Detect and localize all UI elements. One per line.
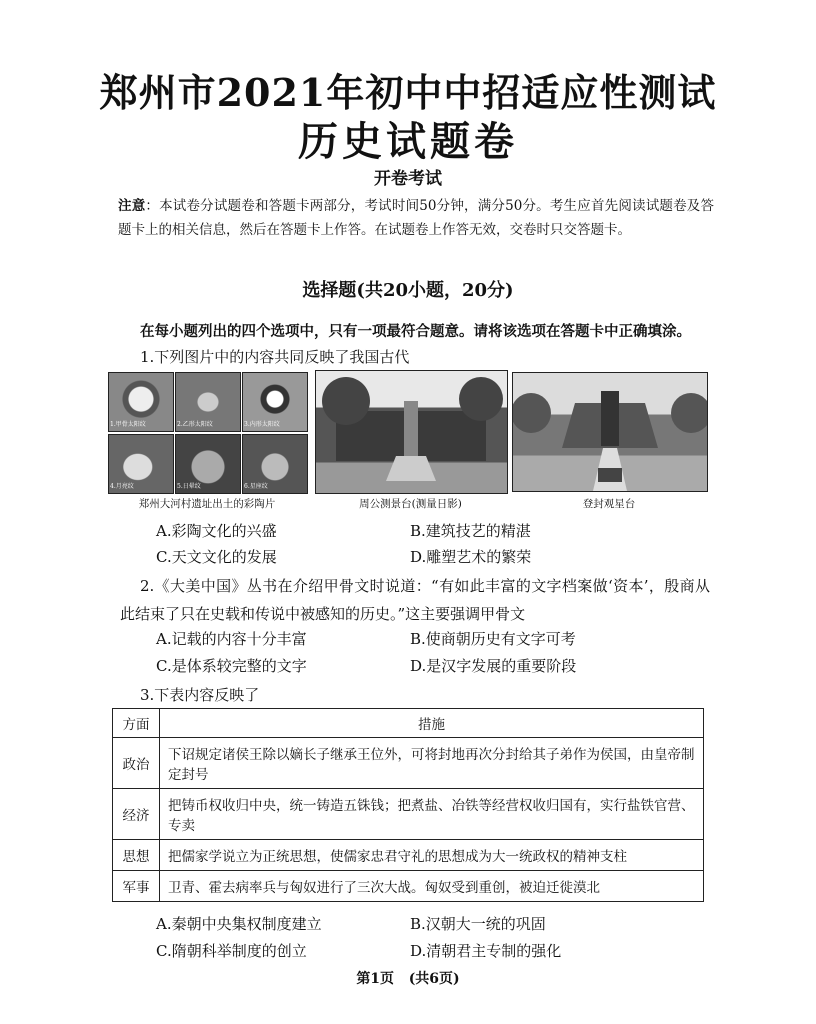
observatory-illustration bbox=[513, 373, 707, 491]
table-cell-aspect: 军事 bbox=[113, 871, 160, 902]
table-row bbox=[113, 738, 704, 789]
q1-image-pottery bbox=[108, 372, 306, 494]
q3-option-c: C.隋朝科举制度的创立 bbox=[156, 942, 307, 960]
table-row bbox=[113, 840, 704, 871]
table-cell-aspect: 经济 bbox=[113, 789, 160, 840]
q3-option-b: B.汉朝大一统的巩固 bbox=[410, 915, 546, 933]
q1-option-d: D.雕塑艺术的繁荣 bbox=[410, 548, 532, 566]
q3-option-a: A.秦朝中央集权制度建立 bbox=[156, 915, 322, 933]
notice-text: ：本试卷分试题卷和答题卡两部分，考试时间50分钟，满分50分。考生应首先阅读试题卷及答题卡上的相关信息，然后在答题卡上作答。在试题卷上作答无效，交卷时只交答题卡。 bbox=[118, 198, 714, 238]
table-row bbox=[113, 789, 704, 840]
section-title: 选择题(共20小题，20分) bbox=[302, 280, 514, 301]
exam-subject-title: 历史试题卷 bbox=[298, 118, 518, 165]
q1-caption-observatory: 登封观星台 bbox=[582, 498, 636, 510]
q2-option-a: A.记载的内容十分丰富 bbox=[156, 630, 307, 648]
q2-option-c: C.是体系较完整的文字 bbox=[156, 657, 307, 675]
q1-image-sundial-tower bbox=[315, 370, 508, 494]
notice-label: 注意 bbox=[118, 198, 146, 214]
q1-image-observatory bbox=[512, 372, 708, 492]
table-header-row bbox=[113, 709, 704, 738]
table-row bbox=[113, 871, 704, 902]
page-total: (共6页) bbox=[408, 971, 460, 987]
page-number: 第1页 bbox=[356, 971, 395, 987]
q1-option-a: A.彩陶文化的兴盛 bbox=[156, 522, 277, 540]
table-cell-measure: 卫青、霍去病率兵与匈奴进行了三次大战。匈奴受到重创，被迫迁徙漠北 bbox=[160, 871, 704, 902]
table-cell-measure: 把儒家学说立为正统思想，使儒家忠君守礼的思想成为大一统政权的精神支柱 bbox=[160, 840, 704, 871]
q2-option-b: B.使商朝历史有文字可考 bbox=[410, 630, 576, 648]
q1-option-b: B.建筑技艺的精湛 bbox=[410, 522, 531, 540]
q1-caption-sundial: 周公测景台(测量日影) bbox=[359, 498, 462, 510]
table-cell-aspect: 思想 bbox=[113, 840, 160, 871]
notice-paragraph bbox=[118, 194, 714, 242]
table-cell-measure: 下诏规定诸侯王除以嫡长子继承王位外，可将封地再次分封给其子弟作为侯国，由皇帝制定封号 bbox=[160, 738, 704, 789]
table-cell-aspect: 政治 bbox=[113, 738, 160, 789]
table-header-cell: 措施 bbox=[160, 709, 704, 738]
pottery-tile-label-1: 1.甲骨太阳纹 bbox=[110, 421, 146, 428]
table-header-cell: 方面 bbox=[113, 709, 160, 738]
q3-stem: 3.下表内容反映了 bbox=[140, 686, 260, 704]
sundial-tower-illustration bbox=[316, 371, 507, 493]
pottery-tile-label-5: 5.日晕纹 bbox=[177, 483, 201, 490]
pottery-tile-label-3: 3.内形太阳纹 bbox=[244, 421, 280, 428]
section-instruction: 在每小题列出的四个选项中，只有一项最符合题意。请将该选项在答题卡中正确填涂。 bbox=[140, 323, 691, 340]
q1-stem: 1.下列图片中的内容共同反映了我国古代 bbox=[140, 348, 410, 366]
q3-option-d: D.清朝君主专制的强化 bbox=[410, 942, 562, 960]
page-footer bbox=[0, 968, 816, 988]
exam-title: 郑州市2021年初中中招适应性测试 bbox=[99, 70, 717, 115]
pottery-tile-label-4: 4.月亮纹 bbox=[110, 483, 134, 490]
q2-option-d: D.是汉字发展的重要阶段 bbox=[410, 657, 577, 675]
pottery-tile-label-2: 2.乙形太阳纹 bbox=[177, 421, 213, 428]
pottery-tile-label-6: 6.星座纹 bbox=[244, 483, 268, 490]
q3-measures-table bbox=[112, 708, 704, 902]
q1-caption-pottery: 郑州大河村遗址出土的彩陶片 bbox=[138, 498, 276, 510]
q1-option-c: C.天文文化的发展 bbox=[156, 548, 277, 566]
table-cell-measure: 把铸币权收归中央，统一铸造五铢钱；把煮盐、冶铁等经营权收归国有，实行盐铁官营、专卖 bbox=[160, 789, 704, 840]
q2-stem: 2.《大美中国》丛书在介绍甲骨文时说道：“有如此丰富的文字档案做‘资本’，殷商从此结束了只在史载和传说中被感知的历史。”这主要强调甲骨文 bbox=[120, 577, 710, 623]
exam-type: 开卷考试 bbox=[374, 169, 442, 189]
